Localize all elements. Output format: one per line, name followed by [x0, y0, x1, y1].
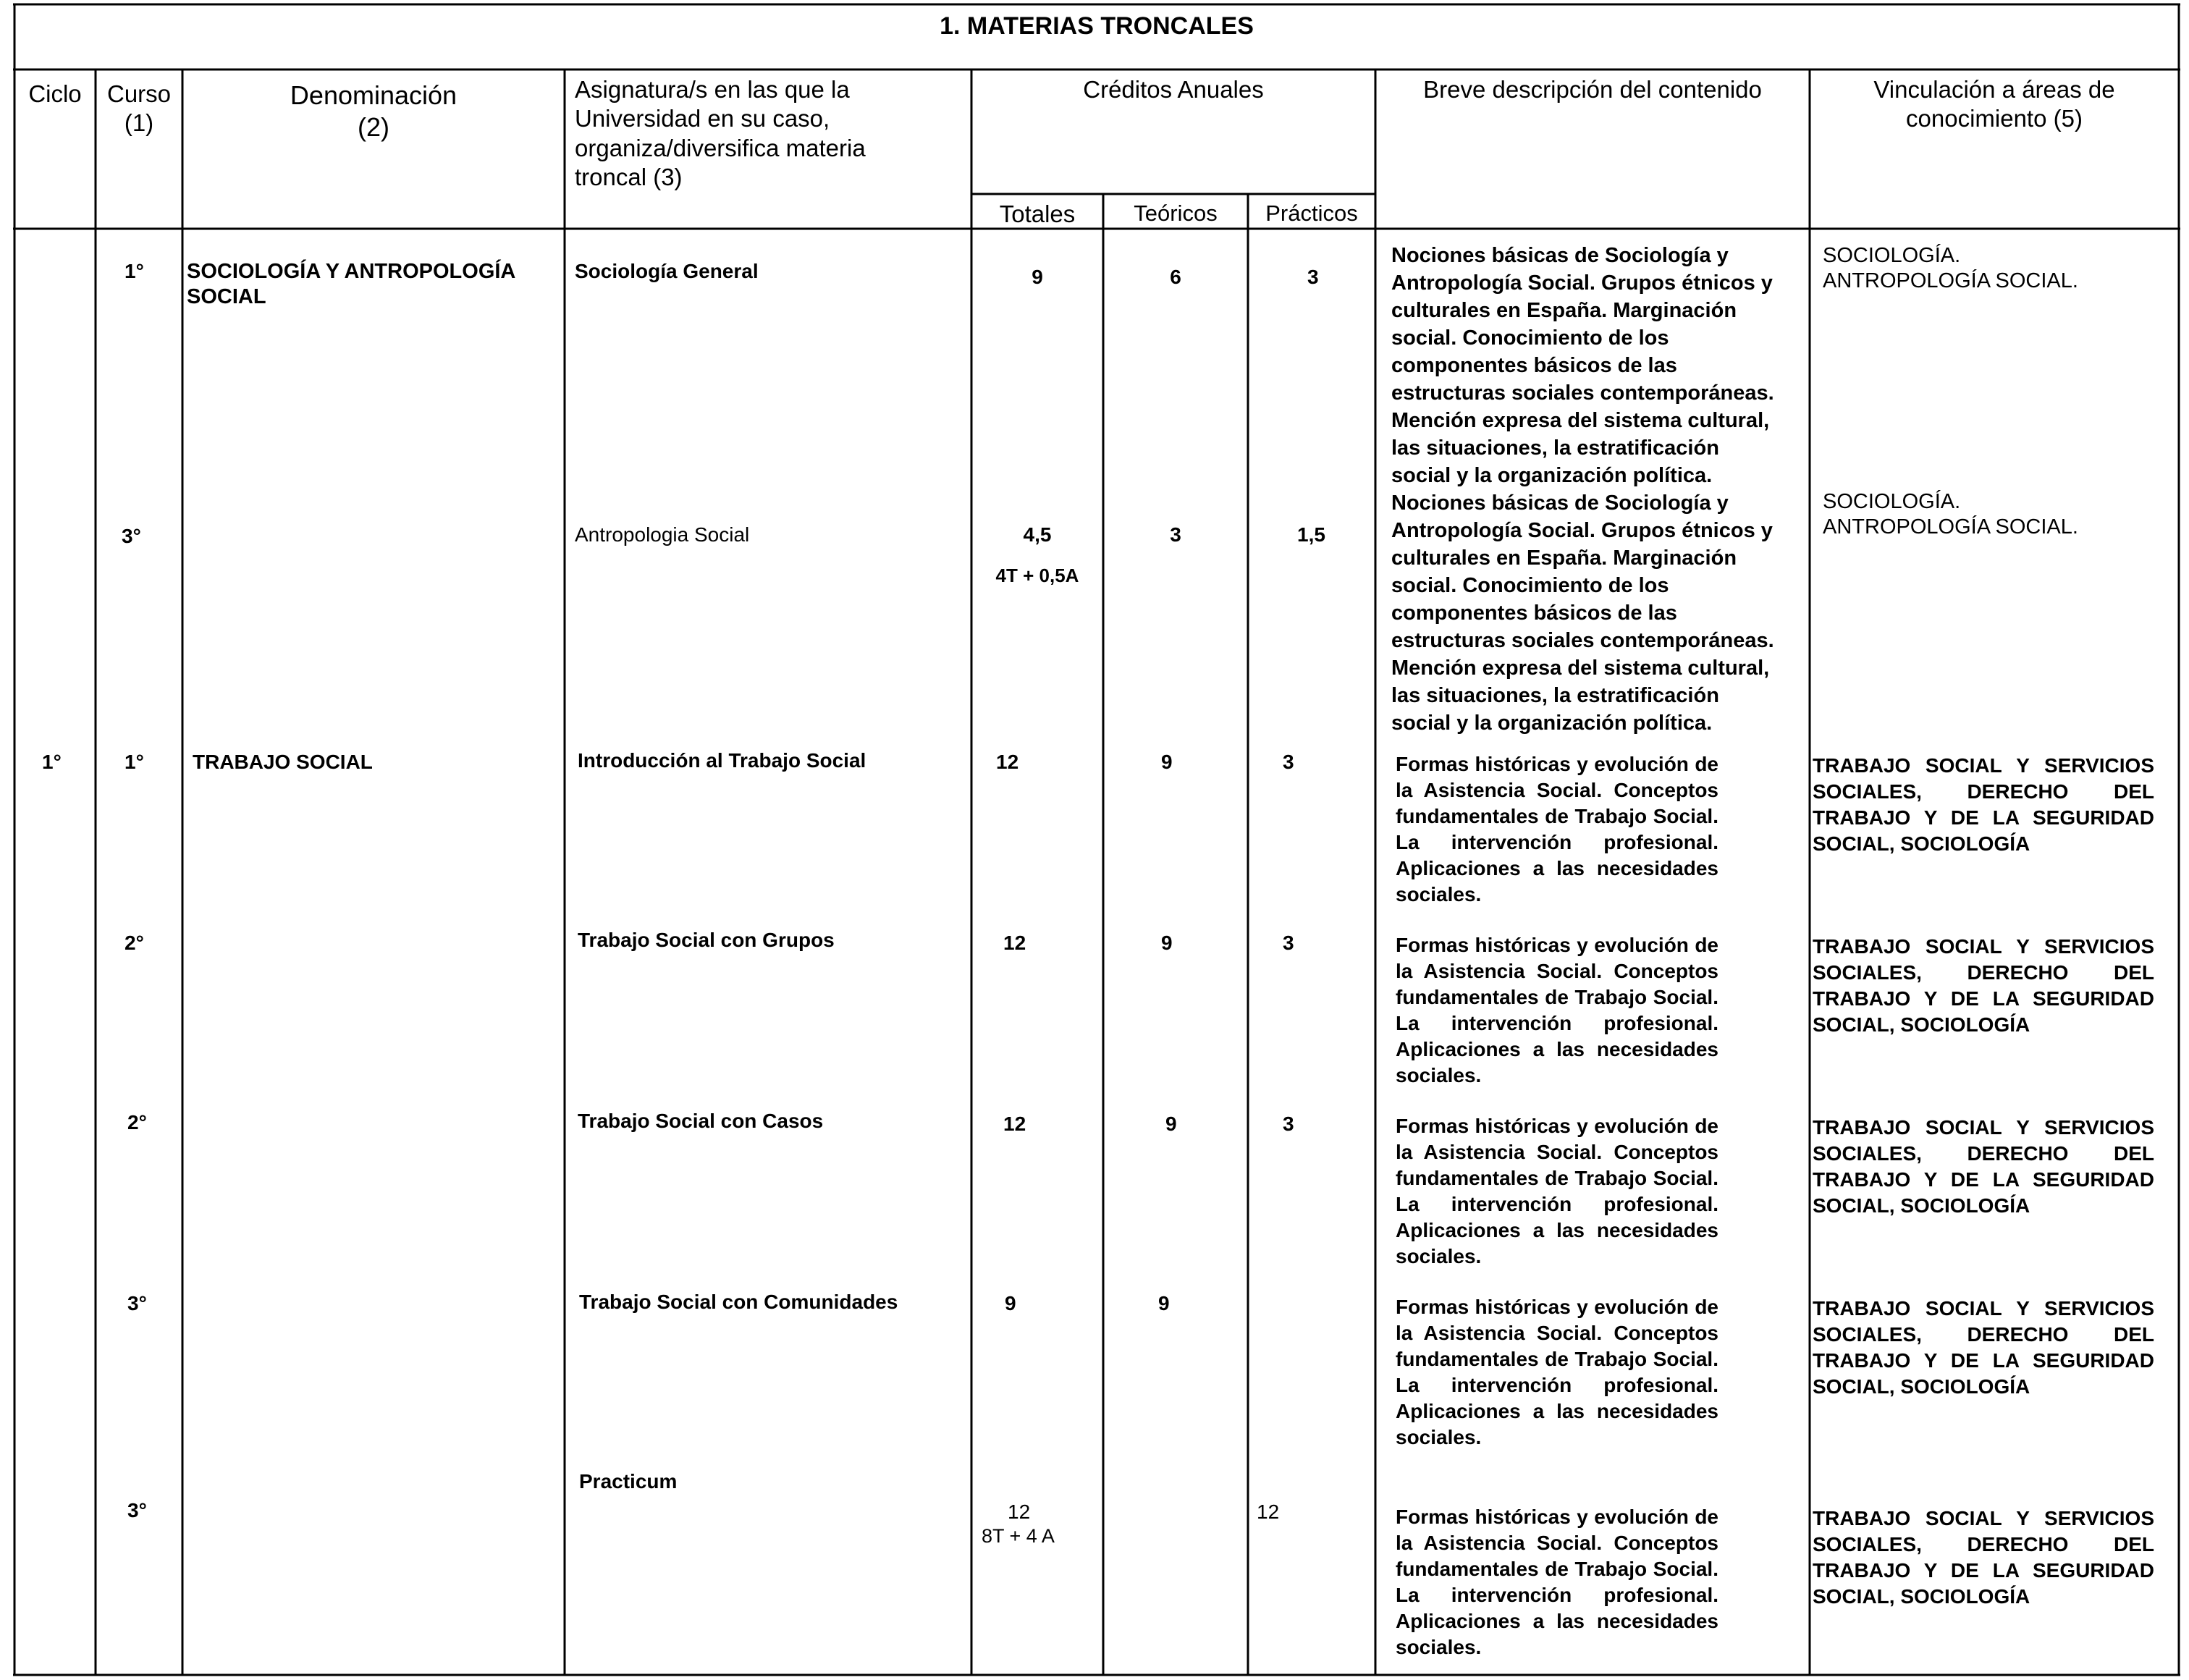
header-vinculacion: Vinculación a áreas de conocimiento (5)	[1873, 76, 2115, 132]
row-descripcion: Formas históricas y evolución de la Asistencia Social. Conceptos fundamentales de Trabajo Social. La intervención profesional. Aplicaciones a las necesidades sociales.	[1396, 1115, 1718, 1267]
row-asignatura: Practicum	[579, 1470, 678, 1493]
row-teoricos: 9	[1158, 1292, 1170, 1314]
header-ciclo: Ciclo	[28, 80, 82, 107]
row-teoricos: 6	[1170, 266, 1181, 288]
row-curso: 3°	[127, 1292, 147, 1314]
row-curso: 3°	[127, 1499, 147, 1521]
row-totales-note: 8T + 4 A	[982, 1525, 1055, 1547]
header-curso: Curso (1)	[106, 80, 172, 137]
row-curso: 1°	[125, 260, 144, 282]
row-totales: 12	[996, 751, 1019, 773]
row-asignatura: Trabajo Social con Grupos	[578, 929, 835, 951]
header-creditos-anuales: Créditos Anuales	[1083, 76, 1264, 103]
row-vinculacion: TRABAJO SOCIAL Y SERVICIOS SOCIALES, DERECHO DEL TRABAJO Y DE LA SEGURIDAD SOCIAL, SOCIOLOGÍA	[1813, 935, 2154, 1036]
row-vinculacion: SOCIOLOGÍA. ANTROPOLOGÍA SOCIAL.	[1823, 244, 2078, 293]
row-asignatura: Trabajo Social con Comunidades	[579, 1291, 898, 1313]
row-totales: 12	[1003, 932, 1026, 954]
header-denominacion: Denominación (2)	[290, 80, 457, 142]
row-vinculacion: TRABAJO SOCIAL Y SERVICIOS SOCIALES, DERECHO DEL TRABAJO Y DE LA SEGURIDAD SOCIAL, SOCIOLOGÍA	[1813, 1507, 2154, 1608]
header-practicos: Prácticos	[1265, 200, 1358, 226]
ciclo-value: 1°	[42, 751, 62, 773]
row-vinculacion: TRABAJO SOCIAL Y SERVICIOS SOCIALES, DERECHO DEL TRABAJO Y DE LA SEGURIDAD SOCIAL, SOCIOLOGÍA	[1813, 1297, 2154, 1398]
row-teoricos: 3	[1170, 523, 1181, 546]
row-descripcion: Formas históricas y evolución de la Asistencia Social. Conceptos fundamentales de Trabajo Social. La intervención profesional. Aplicaciones a las necesidades sociales.	[1396, 1506, 1718, 1658]
row-totales: 4,5	[1023, 523, 1052, 546]
header-totales: Totales	[999, 200, 1076, 227]
row-teoricos: 9	[1165, 1113, 1177, 1135]
row-practicos: 1,5	[1297, 523, 1325, 546]
row-totales: 9	[1032, 266, 1043, 288]
row-descripcion: Formas históricas y evolución de la Asistencia Social. Conceptos fundamentales de Trabajo Social. La intervención profesional. Aplicaciones a las necesidades sociales.	[1396, 753, 1718, 906]
header-teoricos: Teóricos	[1134, 200, 1218, 226]
row-practicos: 12	[1257, 1500, 1280, 1523]
page-title: 1. MATERIAS TRONCALES	[940, 12, 1254, 40]
header-asignaturas: Asignatura/s en las que la Universidad en su caso, organiza/diversifica materia troncal (3)	[575, 76, 866, 190]
row-descripcion: Nociones básicas de Sociología y Antropología Social. Grupos étnicos y culturales en España. Marginación social. Conocimiento de los componentes básicos de las estructuras sociales contemporáneas. Mención expresa del sistema cultural, las situaciones, la estratificación social y la organización política.	[1391, 491, 1774, 735]
row-totales: 9	[1005, 1292, 1016, 1314]
row-teoricos: 9	[1161, 751, 1173, 773]
row-curso: 3°	[122, 525, 141, 547]
header-descripcion: Breve descripción del contenido	[1423, 76, 1762, 103]
row-vinculacion: SOCIOLOGÍA. ANTROPOLOGÍA SOCIAL.	[1823, 490, 2078, 539]
row-curso: 2°	[127, 1111, 147, 1134]
row-vinculacion: TRABAJO SOCIAL Y SERVICIOS SOCIALES, DERECHO DEL TRABAJO Y DE LA SEGURIDAD SOCIAL, SOCIOLOGÍA	[1813, 754, 2154, 855]
row-practicos: 3	[1283, 1113, 1294, 1135]
denominacion-trabajo-social: TRABAJO SOCIAL	[193, 751, 373, 773]
row-descripcion: Nociones básicas de Sociología y Antropología Social. Grupos étnicos y culturales en España. Marginación social. Conocimiento de los componentes básicos de las estructuras sociales contemporáneas. Mención expresa del sistema cultural, las situaciones, la estratificación social y la organización política.	[1391, 244, 1774, 487]
row-practicos: 3	[1307, 266, 1319, 288]
row-practicos: 3	[1283, 751, 1294, 773]
row-asignatura: Sociología General	[575, 260, 759, 282]
row-asignatura: Antropologia Social	[575, 523, 750, 546]
row-descripcion: Formas históricas y evolución de la Asistencia Social. Conceptos fundamentales de Trabajo Social. La intervención profesional. Aplicaciones a las necesidades sociales.	[1396, 1296, 1718, 1448]
row-asignatura: Trabajo Social con Casos	[578, 1110, 824, 1132]
row-totales: 12	[1008, 1500, 1031, 1523]
row-curso: 1°	[125, 751, 144, 773]
row-practicos: 3	[1283, 932, 1294, 954]
denominacion-sociologia: SOCIOLOGÍA Y ANTROPOLOGÍA SOCIAL	[187, 260, 516, 309]
row-descripcion: Formas históricas y evolución de la Asistencia Social. Conceptos fundamentales de Trabajo Social. La intervención profesional. Aplicaciones a las necesidades sociales.	[1396, 934, 1718, 1086]
row-curso: 2°	[125, 932, 144, 954]
row-teoricos: 9	[1161, 932, 1173, 954]
row-vinculacion: TRABAJO SOCIAL Y SERVICIOS SOCIALES, DERECHO DEL TRABAJO Y DE LA SEGURIDAD SOCIAL, SOCIOLOGÍA	[1813, 1116, 2154, 1217]
row-totales-note: 4T + 0,5A	[995, 565, 1079, 586]
row-totales: 12	[1003, 1113, 1026, 1135]
row-asignatura: Introducción al Trabajo Social	[578, 749, 866, 772]
